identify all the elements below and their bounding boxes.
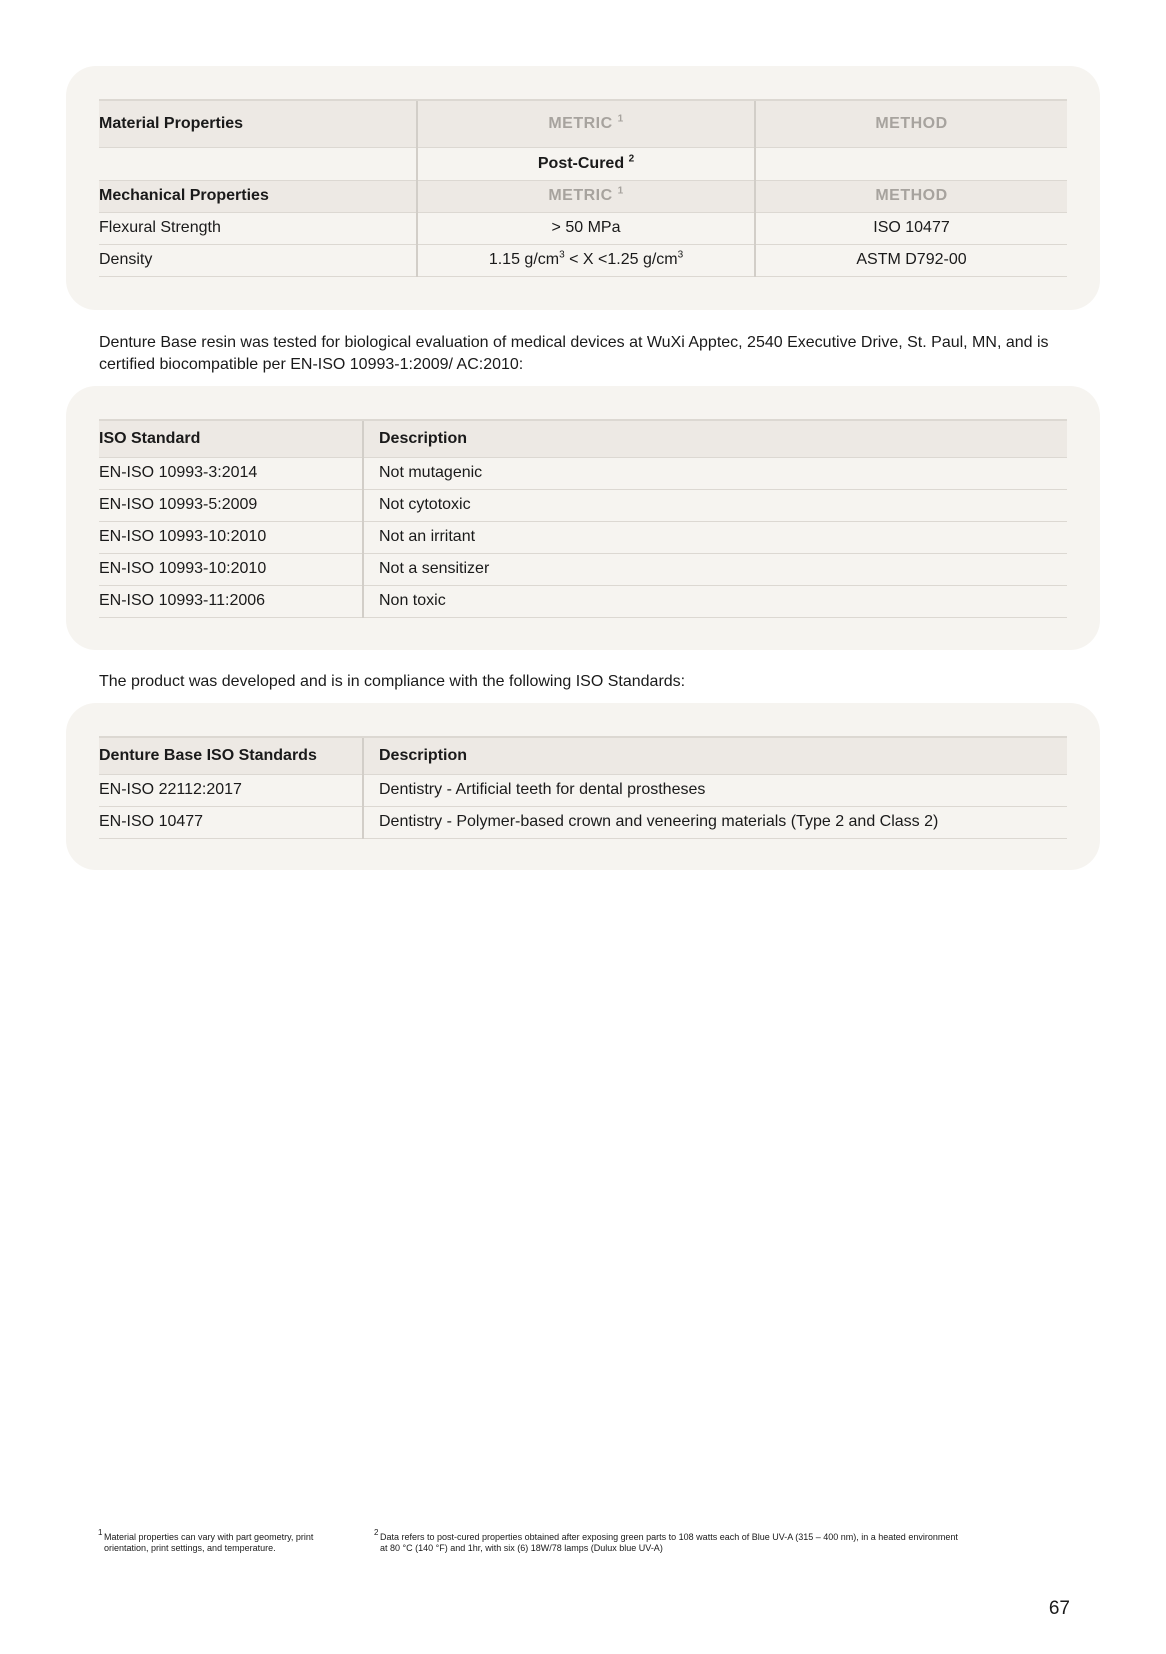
table-header-row [99, 737, 1067, 774]
material-properties-table [99, 99, 1067, 277]
post-cured-label: Post-Cured $^2$ [417, 147, 755, 180]
iso-standard-cell: EN-ISO 10993-10:2010 [99, 521, 363, 553]
description-cell: Not cytotoxic [363, 489, 1067, 521]
mechanical-properties-heading: Mechanical Properties [99, 180, 417, 212]
metric-heading: METRIC $^1$ [417, 180, 755, 212]
iso-standard-cell: EN-ISO 10993-10:2010 [99, 553, 363, 585]
iso-standards-heading: Denture Base ISO Standards [99, 737, 363, 774]
iso-standard-heading: ISO Standard [99, 420, 363, 457]
description-cell: Not an irritant [363, 521, 1067, 553]
description-heading: Description [363, 737, 1067, 774]
description-cell: Non toxic [363, 585, 1067, 617]
mechanical-properties-row [99, 180, 1067, 212]
footnote-1-marker: 1 [98, 1528, 103, 1537]
empty-cell [755, 147, 1067, 180]
biocompatibility-table [99, 419, 1067, 618]
material-properties-heading: Material Properties [99, 100, 417, 147]
iso-standards-card [66, 703, 1100, 870]
table-row [99, 457, 1067, 489]
table-header-row [99, 100, 1067, 147]
iso-standards-table [99, 736, 1067, 839]
description-cell: Not a sensitizer [363, 553, 1067, 585]
metric-cell: > 50 MPa [417, 212, 755, 244]
description-heading: Description [363, 420, 1067, 457]
footnote-2-marker: 2 [374, 1528, 379, 1537]
footnote-2-text: Data refers to post-cured properties obtained after exposing green parts to 108 watts each of Blue UV-A (315 – 400 nm), in a heated environment at 80 °C (140 °F) and 1hr, with six (6) 18W/78 lamps (Dulux blue UV-A) [380, 1532, 958, 1553]
method-cell: ASTM D792-00 [755, 244, 1067, 276]
table-row [99, 521, 1067, 553]
table-row [99, 244, 1067, 276]
footnote-1-text: Material properties can vary with part geometry, print orientation, print settings, and temperature. [104, 1532, 314, 1553]
post-cured-row [99, 147, 1067, 180]
table-row [99, 212, 1067, 244]
page-number: 67 [1048, 1598, 1070, 1619]
property-cell: Flexural Strength [99, 212, 417, 244]
method-heading: METHOD [755, 100, 1067, 147]
table-row [99, 489, 1067, 521]
table-row [99, 806, 1067, 838]
iso-standard-cell: EN-ISO 10993-11:2006 [99, 585, 363, 617]
table-header-row [99, 420, 1067, 457]
iso-standard-cell: EN-ISO 10993-5:2009 [99, 489, 363, 521]
property-cell: Density [99, 244, 417, 276]
metric-cell: 1.15 $g/cm^3 < X <1.25$ $g/cm^3$ [417, 244, 755, 276]
empty-cell [99, 147, 417, 180]
metric-heading: METRIC $^1$ [417, 100, 755, 147]
description-cell: Not mutagenic [363, 457, 1067, 489]
table-row [99, 585, 1067, 617]
iso-standard-cell: EN-ISO 10477 [99, 806, 363, 838]
footnote-1 [98, 1528, 348, 1554]
method-heading: METHOD [755, 180, 1067, 212]
compliance-paragraph: The product was developed and is in compliance with the following ISO Standards: [99, 673, 686, 690]
table-row [99, 774, 1067, 806]
method-cell: ISO 10477 [755, 212, 1067, 244]
biocompatibility-card [66, 386, 1100, 650]
iso-standard-cell: EN-ISO 10993-3:2014 [99, 457, 363, 489]
description-cell: Dentistry - Polymer-based crown and veneering materials (Type 2 and Class 2) [363, 806, 1067, 838]
description-cell: Dentistry - Artificial teeth for dental prostheses [363, 774, 1067, 806]
footnote-2 [374, 1528, 964, 1554]
table-row [99, 553, 1067, 585]
biocompatibility-paragraph: Denture Base resin was tested for biological evaluation of medical devices at WuXi Apptec, 2540 Executive Drive, St. Paul, MN, and is certified biocompatible per EN-ISO 10993-1:2009/ AC:2010: [99, 334, 1049, 373]
iso-standard-cell: EN-ISO 22112:2017 [99, 774, 363, 806]
material-properties-card [66, 66, 1100, 310]
